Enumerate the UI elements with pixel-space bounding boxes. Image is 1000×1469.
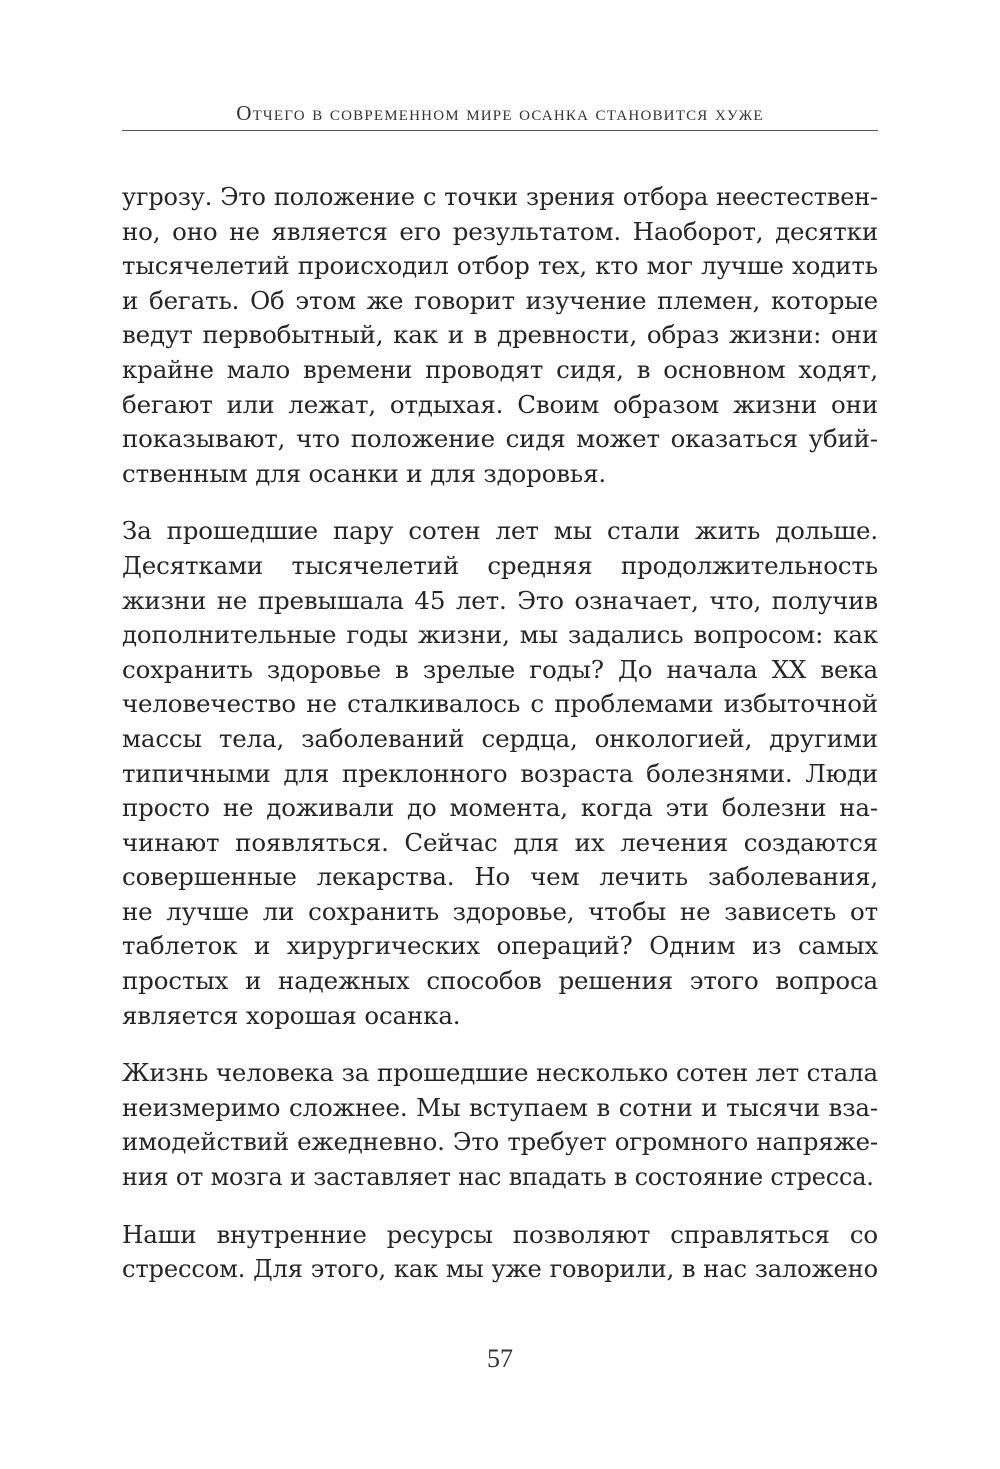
text-line: За прошедшие пару сотен лет мы стали жить дольше. [122,516,878,546]
text-line: человечество не сталкивалось с проблемами избыточной [122,689,878,719]
text-line: простых и надежных способов решения этого вопроса [122,966,878,996]
running-header: Отчего в современном мире осанка становится хуже [236,101,764,125]
text-line: таблеток и хирургических операций? Одним из самых [122,931,878,961]
text-line: но, оно не является его результатом. Наоборот, десятки [122,216,878,246]
text-line: жизни не превышала 45 лет. Это означает, что, получив [122,585,878,615]
text-line: ственным для осанки и для здоровья. [122,458,607,488]
body-text [122,180,878,1310]
text-line: Наши внутренние ресурсы позволяют справляться со [122,1219,878,1249]
header-rule [122,130,878,131]
text-line: бегают или лежат, отдыхая. Своим образом жизни они [122,389,878,419]
text-line: ведут первобытный, как и в древности, образ жизни: они [122,320,878,350]
text-line: ния от мозга и заставляет нас впадать в состояние стресса. [122,1163,874,1192]
text-line: неизмеримо сложнее. Мы вступаем в сотни и тысячи вза- [122,1092,878,1122]
paragraph-2 [122,514,878,1033]
text-line: и бегать. Об этом же говорит изучение племен, которые [122,285,878,315]
text-line: сохранить здоровье в зрелые годы? До начала XX века [122,654,878,684]
text-line: не лучше ли сохранить здоровье, чтобы не зависеть от [122,896,878,926]
text-line: совершенные лекарства. Но чем лечить заболевания, [122,862,878,892]
text-line: чинают появляться. Сейчас для их лечения создаются [122,827,878,857]
text-line: показывают, что положение сидя может оказаться убий- [122,424,878,454]
text-line: просто не доживали до момента, когда эти болезни на- [122,793,878,823]
text-line: крайне мало времени проводят сидя, в основном ходят, [122,354,878,384]
paragraph-1 [122,180,878,491]
text-line: Десятками тысячелетий средняя продолжительность [122,550,878,580]
page-number: 57 [487,1344,513,1373]
text-line: является хорошая осанка. [122,1000,461,1030]
text-line: тысячелетий происходил отбор тех, кто мог лучше ходить [122,251,878,281]
text-line: Жизнь человека за прошедшие несколько сотен лет стала [122,1058,878,1088]
text-line: типичными для преклонного возраста болезнями. Люди [122,758,878,788]
text-line: угрозу. Это положение с точки зрения отбора неестествен- [122,183,878,211]
text-line: дополнительные годы жизни, мы задались вопросом: как [122,620,878,650]
text-line: стрессом. Для этого, как мы уже говорили, в нас заложено [122,1255,878,1284]
text-line: имодействий ежедневно. Это требует огромного напряже- [122,1127,878,1157]
paragraph-4 [122,1218,878,1287]
paragraph-3 [122,1056,878,1194]
text-line: массы тела, заболеваний сердца, онкологией, другими [122,723,878,753]
